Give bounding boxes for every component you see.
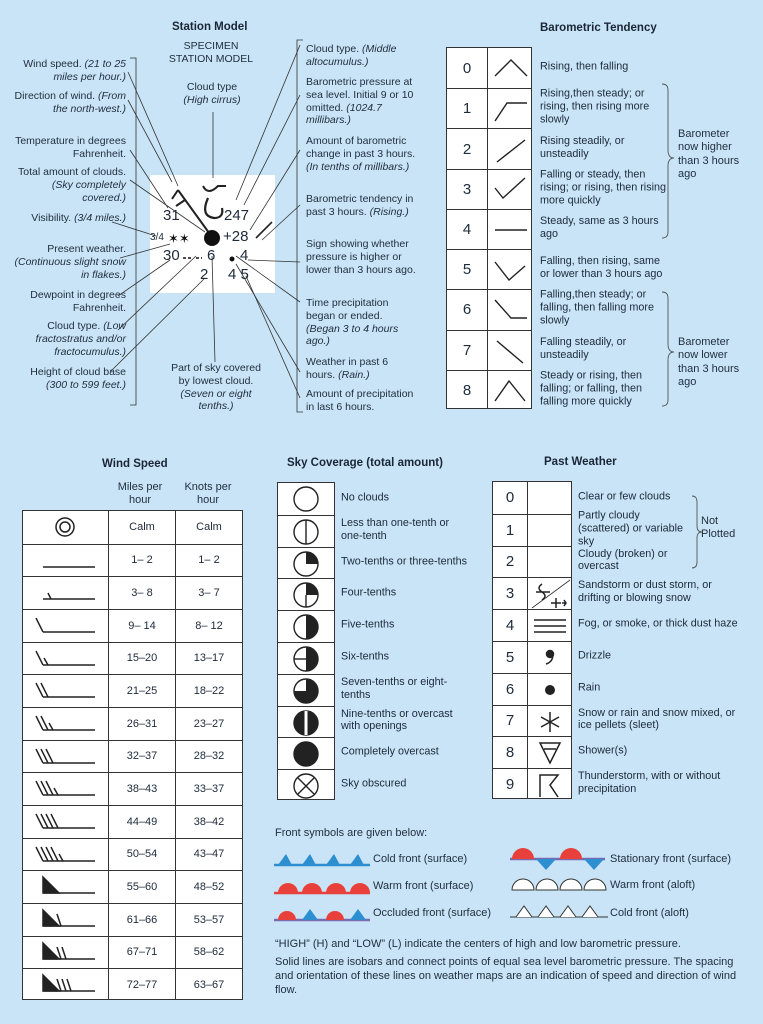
station-right-label: Weather in past 6 hours. (Rain.) (306, 356, 389, 381)
past-weather-description: Cloudy (broken) or overcast (578, 547, 668, 573)
barometric-table (446, 47, 532, 409)
wind-speed-row (23, 642, 242, 675)
wind-speed-row (23, 544, 242, 577)
cloud-type-high-label: Cloud type (High cirrus) (183, 81, 241, 106)
station-right-label: Time precipitation began or ended. (Began 3 to 4 hours ago.) (306, 297, 399, 348)
past-weather-code: 4 (505, 617, 515, 635)
wind-barb-icon (25, 577, 105, 609)
barometric-code: 8 (462, 381, 472, 399)
wind-mph: 38–43 (126, 783, 158, 796)
sky-coverage-row (278, 578, 334, 610)
wind-speed-row (23, 511, 242, 544)
cold-front-surface-symbol (274, 854, 370, 865)
barometric-trend-icon (489, 91, 533, 129)
sky-coverage-row (278, 642, 334, 674)
past-weather-icon (528, 482, 572, 514)
sky-coverage-description: Sky obscured (341, 777, 407, 790)
footer-high-low: “HIGH” (H) and “LOW” (L) indicate the centers of high and low barometric pressure. (275, 938, 681, 950)
wind-speed-row (23, 740, 242, 773)
past-weather-row (493, 705, 571, 737)
sky-coverage-title: Sky Coverage (total amount) (287, 457, 443, 469)
wind-knots: 23–27 (193, 717, 225, 730)
past-weather-description: Thunderstorm, with or without precipitation (578, 770, 721, 796)
barometric-trend-icon (489, 333, 533, 371)
wind-speed-row (23, 772, 242, 805)
sky-coverage-row (278, 737, 334, 769)
specimen-label: SPECIMEN STATION MODEL (168, 40, 254, 65)
barometric-code: 5 (462, 261, 472, 279)
past-weather-row (493, 673, 571, 705)
wind-knots: 58–62 (193, 946, 225, 959)
wind-col-mph: Miles per hour (117, 481, 163, 507)
wind-barb-icon (25, 806, 105, 838)
station-left-label: Total amount of clouds. (Sky completely covered.) (18, 166, 126, 204)
station-left-label: Visibility. (3/4 miles.) (31, 212, 126, 224)
stationary-front-surface-label: Stationary front (surface) (610, 853, 732, 865)
past-weather-code: 9 (505, 776, 515, 794)
sky-coverage-icon (278, 483, 334, 515)
sm-dewpoint: 30 (163, 247, 180, 264)
sky-coverage-icon (278, 516, 334, 548)
barometric-row (447, 48, 531, 88)
sm-temp: 31 (163, 207, 180, 224)
barometric-description: Steady or rising, then falling; or falling, then falling more quickly (540, 369, 643, 408)
station-right-label: Amount of barometric change in past 3 hours. (In tenths of millibars.) (306, 135, 416, 173)
station-left-label: Wind speed. (21 to 25 miles per hour.) (23, 58, 126, 83)
cold-front-aloft-label: Cold front (aloft) (610, 907, 689, 919)
barometric-code: 6 (462, 301, 472, 319)
sky-coverage-description: Seven-tenths or eight-tenths (341, 675, 448, 701)
station-right-label: Barometric pressure at sea level. Initial 9 or 10 omitted. (1024.7 millibars.) (306, 76, 414, 127)
barometric-row (447, 128, 531, 168)
barometric-trend-icon (489, 252, 533, 290)
rain-past-dot (230, 257, 235, 262)
wind-barb-icon (25, 545, 105, 577)
wind-col-knots: Knots per hour (184, 481, 232, 507)
wind-speed-row (23, 903, 242, 936)
past-weather-icon (528, 642, 572, 674)
wind-barb-icon (25, 969, 105, 1001)
barometric-row (447, 249, 531, 289)
wind-mph: 26–31 (126, 717, 158, 730)
wind-speed-table (22, 510, 243, 1000)
barometric-description: Falling or steady, then rising; or rising, then rising more quickly (540, 168, 667, 207)
wind-barb-icon (25, 741, 105, 773)
station-right-label: Barometric tendency in past 3 hours. (Rising.) (306, 193, 414, 218)
wind-knots: 1– 2 (198, 554, 220, 567)
barometer-lower-note: Barometer now lower than 3 hours ago (678, 336, 740, 389)
past-weather-row (493, 577, 571, 609)
sky-coverage-table (277, 482, 335, 800)
warm-front-aloft-label: Warm front (aloft) (610, 879, 696, 891)
wind-mph: 32–37 (126, 750, 158, 763)
wind-speed-row (23, 576, 242, 609)
sky-coverage-icon (278, 707, 334, 739)
past-weather-code: 3 (505, 585, 515, 603)
past-weather-icon (528, 674, 572, 706)
station-left-label: Dewpoint in degrees Fahrenheit. (30, 289, 126, 314)
past-weather-row (493, 641, 571, 673)
wind-mph: 1– 2 (131, 554, 153, 567)
sky-coverage-row (278, 515, 334, 547)
barometric-description: Rising,then steady; or rising, then rising more slowly (540, 87, 650, 126)
station-left-label: Present weather. (Continuous slight snow in flakes.) (14, 243, 126, 281)
past-weather-code: 0 (505, 489, 515, 507)
past-weather-row (493, 546, 571, 578)
sky-coverage-row (278, 674, 334, 706)
barometric-description: Falling steadily, or unsteadily (540, 335, 627, 361)
barometric-row (447, 289, 531, 329)
wind-knots: 13–17 (193, 652, 225, 665)
wind-barb-icon (25, 511, 105, 543)
wind-speed-row (23, 609, 242, 642)
sky-coverage-icon (278, 548, 334, 580)
barometric-description: Rising steadily, or unsteadily (540, 134, 625, 160)
wind-mph: 3– 8 (131, 587, 153, 600)
wind-knots: 3– 7 (198, 587, 220, 600)
warm-front-surface-label: Warm front (surface) (373, 880, 474, 892)
past-weather-code: 5 (505, 648, 515, 666)
footer-isobars: Solid lines are isobars and connect points of equal sea level barometric pressure. The spacing and orientation of these lines on weather maps are an indication of speed and direction of wind flow. (275, 956, 737, 996)
station-left-label: Cloud type. (Low fractostratus and/or fractocumulus.) (35, 320, 126, 358)
past-weather-description: Fog, or smoke, or thick dust haze (578, 617, 738, 630)
occluded-front-surface-label: Occluded front (surface) (373, 907, 491, 919)
barometric-code: 2 (462, 140, 472, 158)
sky-coverage-icon (278, 579, 334, 611)
stationary-front-surface-symbol (510, 848, 605, 870)
sm-precip-time: 4 (240, 247, 249, 264)
past-weather-title: Past Weather (544, 456, 617, 468)
barometric-description: Falling,then steady; or falling, then falling more slowly (540, 289, 655, 327)
barometric-trend-icon (489, 172, 533, 210)
past-weather-row (493, 736, 571, 768)
barometric-code: 7 (462, 341, 472, 359)
station-right-label: Sign showing whether pressure is higher or lower than 3 hours ago. (306, 238, 416, 276)
sky-covered-label: Part of sky covered by lowest cloud. (Seven or eight tenths.) (171, 362, 261, 413)
past-weather-description: Drizzle (578, 649, 611, 662)
past-weather-icon (528, 578, 572, 610)
sky-coverage-icon (278, 770, 334, 802)
occluded-front-surface-symbol (274, 909, 370, 920)
wind-mph: 44–49 (126, 815, 158, 828)
barometric-braces (660, 82, 680, 412)
wind-barb-icon (25, 937, 105, 969)
wind-knots: 53–57 (193, 913, 225, 926)
sky-coverage-row (278, 769, 334, 801)
barometric-row (447, 209, 531, 249)
past-weather-row (493, 482, 571, 514)
barometric-code: 1 (462, 100, 472, 118)
wind-mph: 55–60 (126, 881, 158, 894)
sky-coverage-row (278, 483, 334, 515)
wind-speed-row (23, 870, 242, 903)
past-weather-icon (528, 769, 572, 801)
wind-speed-row (23, 968, 242, 1001)
sm-precip-amt: 4 5 (228, 266, 249, 283)
past-weather-row (493, 609, 571, 641)
sky-coverage-icon (278, 611, 334, 643)
wind-knots: 18–22 (193, 685, 225, 698)
not-plotted-note: Not Plotted (701, 515, 736, 541)
wind-mph: 61–66 (126, 913, 158, 926)
station-left-label: Direction of wind. (From the north-west.) (14, 90, 126, 115)
sky-coverage-icon (278, 738, 334, 770)
sm-height: 2 (200, 266, 209, 283)
sky-coverage-row (278, 547, 334, 579)
barometric-description: Falling, then rising, same or lower than 3 hours ago (540, 255, 663, 281)
barometric-code: 3 (462, 180, 472, 198)
past-weather-icon (528, 737, 572, 769)
past-weather-icon (528, 610, 572, 642)
wind-mph: 67–71 (126, 946, 158, 959)
sky-coverage-description: Completely overcast (341, 745, 439, 758)
wind-knots: 43–47 (193, 848, 225, 861)
wind-knots: 48–52 (193, 881, 225, 894)
past-weather-code: 8 (505, 744, 515, 762)
wind-speed-row (23, 805, 242, 838)
past-weather-description: Partly cloudy (scattered) or variable sky (578, 509, 684, 548)
past-weather-description: Snow or rain and snow mixed, or ice pellets (sleet) (578, 706, 736, 732)
wind-mph: 72–77 (126, 979, 158, 992)
sky-coverage-row (278, 610, 334, 642)
wind-speed-title: Wind Speed (102, 458, 168, 470)
sky-coverage-description: Five-tenths (341, 618, 395, 631)
barometric-row (447, 370, 531, 410)
wind-mph: 50–54 (126, 848, 158, 861)
barometric-trend-icon (489, 132, 533, 170)
barometric-row (447, 169, 531, 209)
barometric-row (447, 88, 531, 128)
past-weather-row (493, 768, 571, 800)
station-circle (204, 230, 220, 246)
past-weather-description: Sandstorm or dust storm, or drifting or blowing snow (578, 579, 712, 605)
sky-coverage-description: No clouds (341, 491, 390, 504)
past-weather-code: 7 (505, 712, 515, 730)
past-weather-table (492, 481, 572, 799)
station-right-label: Cloud type. (Middle altocumulus.) (306, 43, 397, 68)
station-left-label: Temperature in degrees Fahrenheit. (15, 135, 126, 160)
wind-barb-icon (25, 871, 105, 903)
barometric-trend-icon (489, 50, 533, 88)
cold-front-aloft-symbol (510, 906, 608, 917)
barometer-higher-note: Barometer now higher than 3 hours ago (678, 128, 740, 181)
station-left-label: Height of cloud base (300 to 599 feet.) (30, 366, 126, 391)
barometric-code: 4 (462, 220, 472, 238)
past-weather-icon (528, 547, 572, 579)
wind-barb-icon (25, 839, 105, 871)
past-weather-code: 1 (505, 521, 515, 539)
wind-mph: 9– 14 (128, 619, 156, 632)
wind-knots: Calm (196, 521, 222, 534)
sky-coverage-description: Less than one-tenth or one-tenth (341, 516, 450, 542)
wind-knots: 28–32 (193, 750, 225, 763)
wind-speed-row (23, 707, 242, 740)
wind-speed-row (23, 674, 242, 707)
sky-coverage-icon (278, 643, 334, 675)
sky-coverage-icon (278, 675, 334, 707)
wind-barb-icon (25, 904, 105, 936)
sm-low-cloud: 6 (207, 247, 216, 264)
past-weather-icon (528, 515, 572, 547)
barometric-trend-icon (489, 212, 533, 250)
barometric-row (447, 330, 531, 370)
wind-barb-icon (25, 773, 105, 805)
sky-coverage-description: Nine-tenths or overcast with openings (341, 707, 453, 733)
cold-front-surface-label: Cold front (surface) (373, 853, 468, 865)
barometric-title: Barometric Tendency (540, 22, 657, 34)
warm-front-surface-symbol (274, 883, 370, 893)
wind-mph: 21–25 (126, 685, 158, 698)
warm-front-aloft-symbol (512, 879, 606, 890)
wind-barb-icon (25, 708, 105, 740)
wind-speed-row (23, 838, 242, 871)
sm-change: +28 (223, 228, 249, 245)
sky-coverage-row (278, 706, 334, 738)
sky-coverage-description: Two-tenths or three-tenths (341, 555, 468, 568)
past-weather-description: Clear or few clouds (578, 490, 671, 503)
barometric-code: 0 (462, 59, 472, 77)
wind-mph: Calm (129, 521, 155, 534)
station-right-label: Amount of precipitation in last 6 hours. (306, 388, 414, 413)
wind-knots: 38–42 (193, 815, 225, 828)
sm-pressure: 247 (224, 207, 250, 224)
wind-knots: 8– 12 (195, 619, 223, 632)
past-weather-row (493, 514, 571, 546)
barometric-description: Rising, then falling (540, 60, 629, 73)
barometric-trend-icon (489, 373, 533, 411)
wind-barb-icon (25, 643, 105, 675)
barometric-description: Steady, same as 3 hours ago (540, 215, 659, 240)
past-weather-description: Shower(s) (578, 744, 628, 757)
present-weather-symbol: ✶✶ (168, 232, 190, 247)
wind-barb-icon (25, 610, 105, 642)
sm-visibility: 3/4 (150, 232, 164, 243)
past-weather-code: 2 (505, 553, 515, 571)
station-model-title: Station Model (172, 21, 248, 33)
wind-mph: 15–20 (126, 652, 158, 665)
wind-knots: 33–37 (193, 783, 225, 796)
wind-speed-row (23, 936, 242, 969)
past-weather-description: Rain (578, 681, 601, 694)
past-weather-code: 6 (505, 680, 515, 698)
barometric-trend-icon (489, 292, 533, 330)
sky-coverage-description: Six-tenths (341, 650, 390, 663)
wind-barb-icon (25, 675, 105, 707)
fronts-intro: Front symbols are given below: (275, 827, 428, 839)
wind-knots: 63–67 (193, 979, 225, 992)
past-weather-icon (528, 706, 572, 738)
sky-coverage-description: Four-tenths (341, 586, 397, 599)
